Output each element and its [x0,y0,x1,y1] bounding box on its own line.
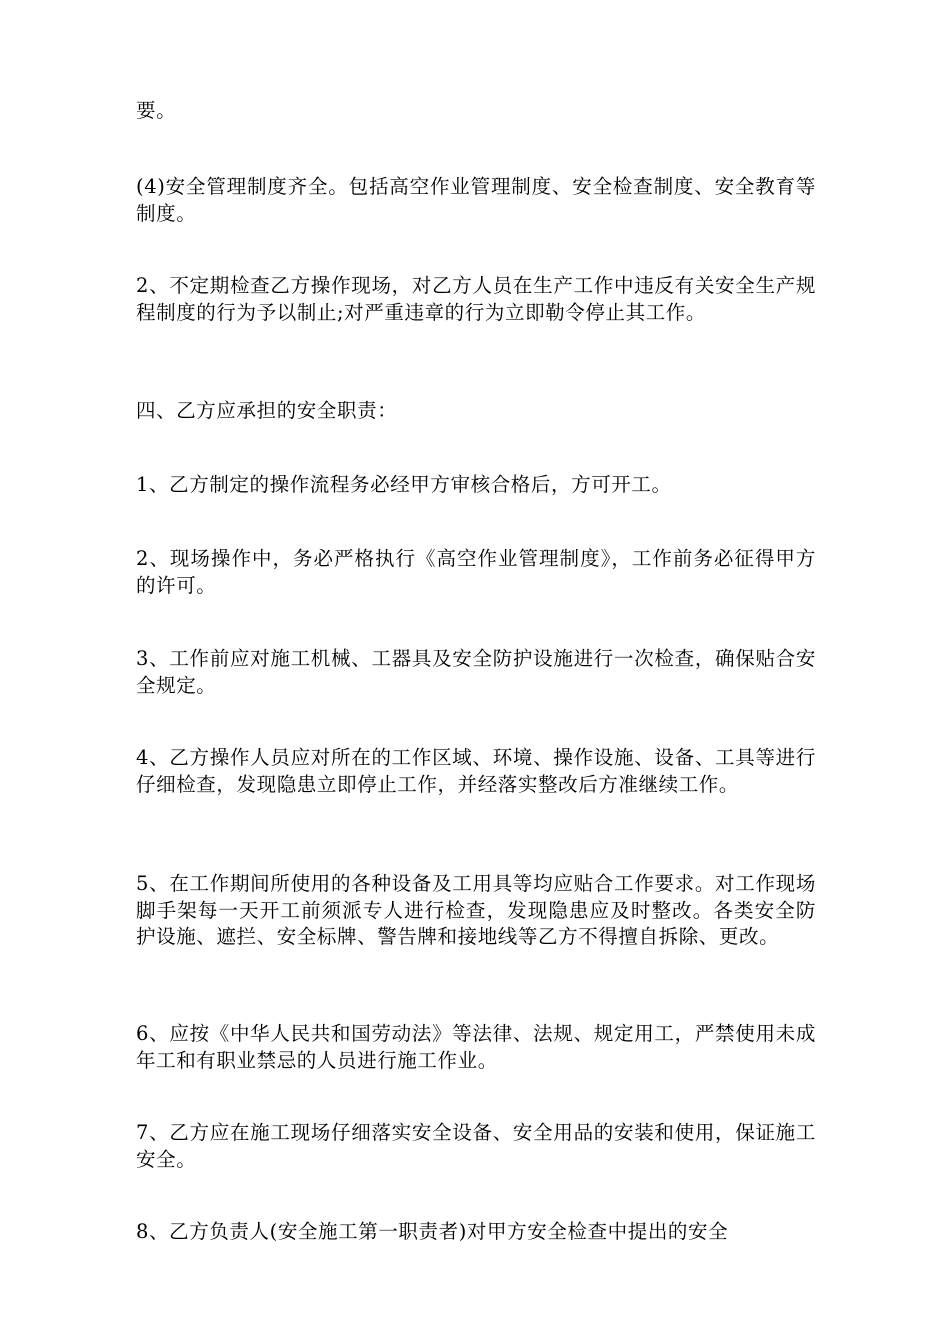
paragraph-item-4: 4、乙方操作人员应对所在的工作区域、环境、操作设施、设备、工具等进行仔细检查，发现隐患立即停止工作，并经落实整改后方准继续工作。 [136,746,816,796]
paragraph-item-3: 3、工作前应对施工机械、工器具及安全防护设施进行一次检查，确保贴合安全规定。 [136,647,816,697]
paragraph-inspection: 2、不定期检查乙方操作现场，对乙方人员在生产工作中违反有关安全生产规程制度的行为予以制止;对严重违章的行为立即勒令停止其工作。 [136,274,816,324]
paragraph-item-5: 5、在工作期间所使用的各种设备及工用具等均应贴合工作要求。对工作现场脚手架每一天开工前须派专人进行检查，发现隐患应及时整改。各类安全防护设施、遮拦、安全标牌、警告牌和接地线等乙方不得擅自拆除、更改。 [136,872,816,948]
paragraph-item-6: 6、应按《中华人民共和国劳动法》等法律、法规、规定用工，严禁使用未成年工和有职业禁忌的人员进行施工作业。 [136,1022,816,1072]
paragraph-safety-rules: (4)安全管理制度齐全。包括高空作业管理制度、安全检查制度、安全教育等制度。 [136,175,816,225]
paragraph-item-8: 8、乙方负责人(安全施工第一职责者)对甲方安全检查中提出的安全 [136,1220,729,1243]
paragraph-item-2: 2、现场操作中，务必严格执行《高空作业管理制度》，工作前务必征得甲方的许可。 [136,547,816,597]
paragraph-item-1: 1、乙方制定的操作流程务必经甲方审核合格后，方可开工。 [136,473,672,496]
paragraph-continuation: 要。 [136,99,177,122]
paragraph-item-7: 7、乙方应在施工现场仔细落实安全设备、安全用品的安装和使用，保证施工安全。 [136,1121,816,1171]
section-heading-party-b: 四、乙方应承担的安全职责： [136,399,398,422]
